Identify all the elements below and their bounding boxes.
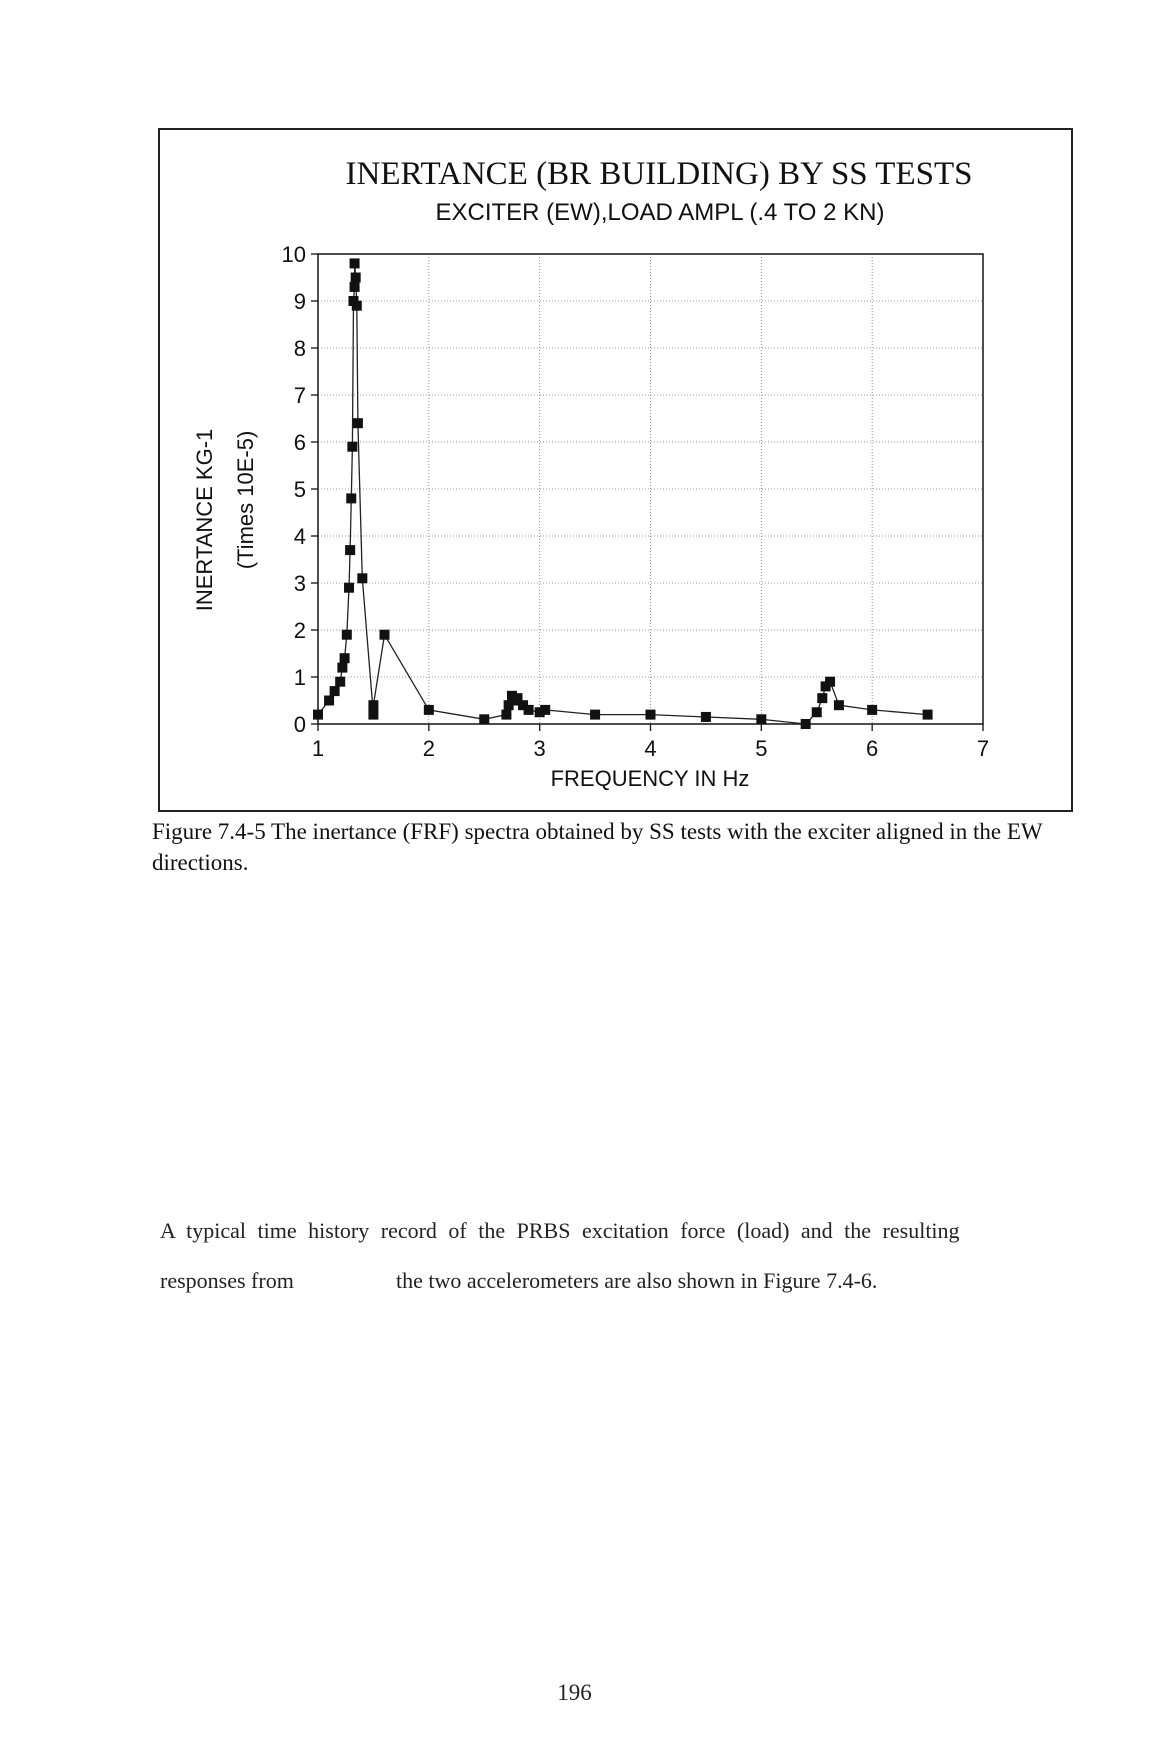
series-line bbox=[318, 263, 928, 724]
x-axis-ticks bbox=[312, 724, 989, 761]
data-point bbox=[368, 710, 378, 720]
y-tick-label: 4 bbox=[293, 524, 306, 549]
data-point bbox=[347, 442, 357, 452]
data-point bbox=[867, 705, 877, 715]
figure-frame bbox=[158, 128, 1073, 812]
data-point bbox=[330, 686, 340, 696]
y-tick-label: 6 bbox=[293, 430, 306, 455]
data-point bbox=[817, 693, 827, 703]
data-point bbox=[337, 663, 347, 673]
data-point bbox=[353, 418, 363, 428]
data-point bbox=[351, 273, 361, 283]
y-axis-label: INERTANCE KG-1 bbox=[192, 428, 217, 612]
x-tick-label: 5 bbox=[755, 736, 768, 761]
data-point bbox=[834, 700, 844, 710]
data-point bbox=[346, 493, 356, 503]
x-tick-label: 2 bbox=[422, 736, 435, 761]
grid bbox=[318, 254, 983, 724]
data-point bbox=[923, 710, 933, 720]
data-point bbox=[340, 653, 350, 663]
y-tick-label: 3 bbox=[293, 571, 306, 596]
data-point bbox=[701, 712, 711, 722]
data-point bbox=[825, 677, 835, 687]
x-tick-label: 3 bbox=[533, 736, 546, 761]
x-tick-label: 1 bbox=[311, 736, 325, 761]
paragraph-line-2-start: responses from bbox=[160, 1268, 294, 1293]
figure-caption: Figure 7.4-5 The inertance (FRF) spectra obtained by SS tests with the exciter aligned in the EW directions. bbox=[152, 819, 1043, 875]
paragraph-line-1: A typical time history record of the PRBS excitation force (load) and the resulting bbox=[160, 1218, 960, 1243]
y-tick-label: 1 bbox=[293, 665, 306, 690]
chart-subtitle: EXCITER (EW),LOAD AMPL (.4 TO 2 KN) bbox=[435, 199, 885, 226]
x-tick-label: 6 bbox=[866, 736, 879, 761]
data-point bbox=[335, 677, 345, 687]
data-point bbox=[590, 710, 600, 720]
data-point bbox=[368, 700, 378, 710]
x-axis-label: FREQUENCY IN Hz bbox=[550, 766, 750, 791]
y-tick-label: 10 bbox=[281, 242, 306, 267]
data-point bbox=[345, 545, 355, 555]
data-point bbox=[344, 583, 354, 593]
data-point bbox=[540, 705, 550, 715]
data-point bbox=[646, 710, 656, 720]
x-tick-label: 4 bbox=[644, 736, 657, 761]
y-tick-label: 2 bbox=[293, 618, 306, 643]
chart-title: INERTANCE (BR BUILDING) BY SS TESTS bbox=[345, 156, 973, 192]
data-point bbox=[812, 707, 822, 717]
data-point bbox=[350, 282, 360, 292]
y-tick-label: 0 bbox=[293, 712, 306, 737]
data-point bbox=[350, 258, 360, 268]
inertance-chart bbox=[160, 130, 1071, 810]
y-tick-label: 9 bbox=[293, 289, 306, 314]
paragraph-line-2-end: the two accelerometers are also shown in Figure 7.4-6. bbox=[396, 1268, 878, 1293]
data-point bbox=[313, 710, 323, 720]
data-markers bbox=[313, 258, 933, 729]
y-axis-ticks bbox=[282, 242, 318, 737]
data-point bbox=[524, 705, 534, 715]
data-point bbox=[501, 710, 511, 720]
data-point bbox=[801, 719, 811, 729]
data-point bbox=[352, 301, 362, 311]
y-axis-sublabel: (Times 10E-5) bbox=[233, 430, 258, 570]
data-point bbox=[324, 696, 334, 706]
data-point bbox=[479, 714, 489, 724]
data-point bbox=[424, 705, 434, 715]
data-point bbox=[756, 714, 766, 724]
y-tick-label: 5 bbox=[293, 477, 306, 502]
page-number: 196 bbox=[557, 1680, 592, 1705]
data-point bbox=[357, 573, 367, 583]
data-point bbox=[380, 630, 390, 640]
data-point bbox=[342, 630, 352, 640]
x-tick-label: 7 bbox=[976, 736, 990, 761]
y-tick-label: 8 bbox=[293, 336, 306, 361]
y-tick-label: 7 bbox=[293, 383, 306, 408]
